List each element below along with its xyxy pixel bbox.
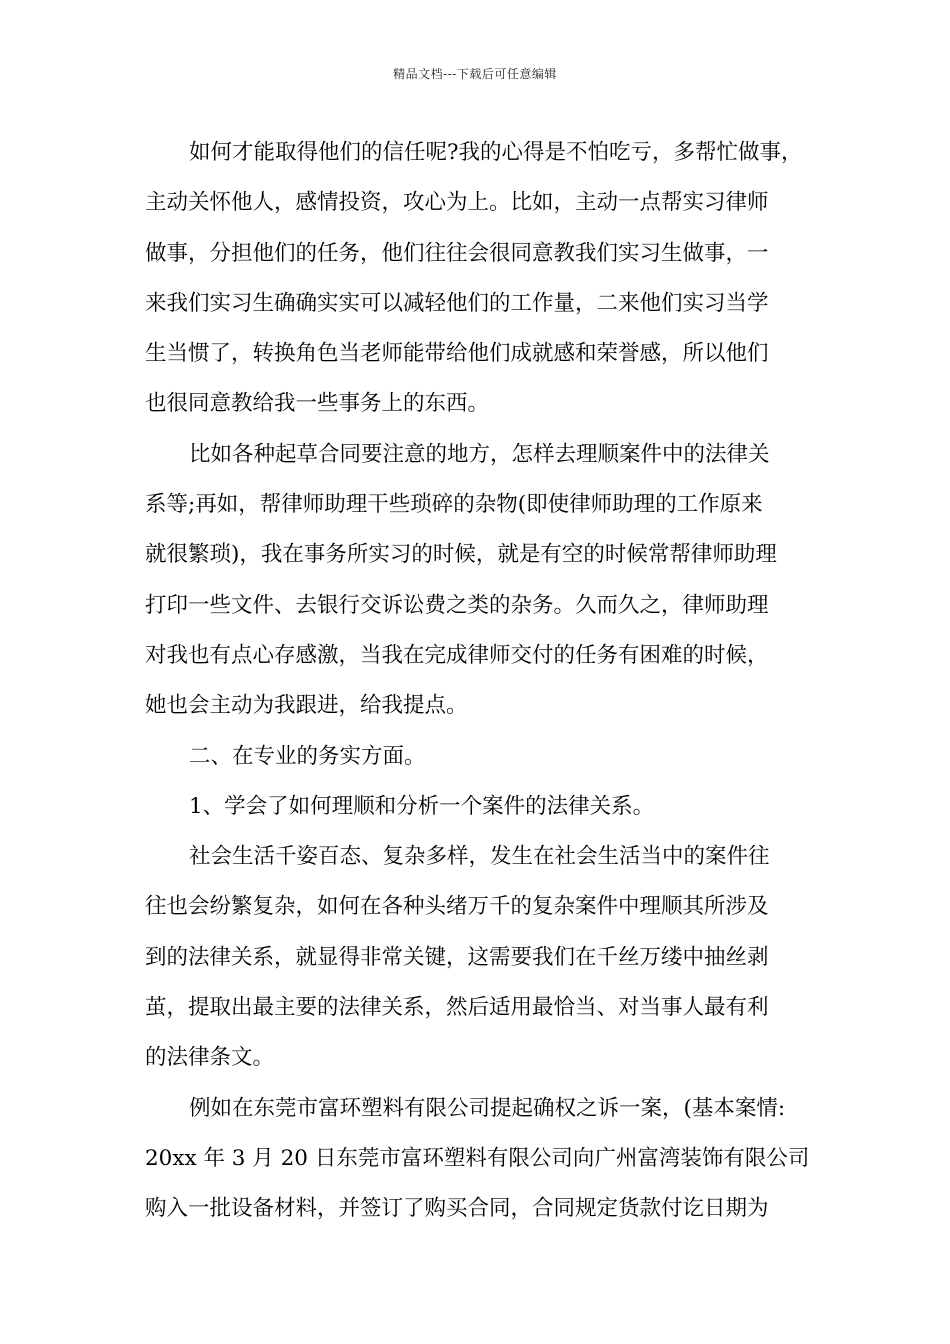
document-body bbox=[145, 128, 817, 1235]
text-line: 她也会主动为我跟进，给我提点。 bbox=[145, 693, 468, 719]
text-line: 例如在东莞市富环塑料有限公司提起确权之诉一案，(基本案情: bbox=[189, 1095, 786, 1121]
text-line: 比如各种起草合同要注意的地方，怎样去理顺案件中的法律关 bbox=[189, 441, 770, 467]
text-line: 来我们实习生确确实实可以减轻他们的工作量，二来他们实习当学 bbox=[145, 290, 769, 316]
text-line: 做事，分担他们的任务，他们往往会很同意教我们实习生做事，一 bbox=[145, 240, 769, 266]
text-line: 就很繁琐)，我在事务所实习的时候，就是有空的时候常帮律师助理 bbox=[145, 542, 777, 568]
text-line: 也很同意教给我一些事务上的东西。 bbox=[145, 391, 490, 417]
text-line: 生当惯了，转换角色当老师能带给他们成就感和荣誉感，所以他们 bbox=[145, 341, 769, 367]
text-line: 打印一些文件、去银行交诉讼费之类的杂务。久而久之，律师助理 bbox=[145, 592, 769, 618]
page-header: 精品文档---下载后可任意编辑 bbox=[393, 67, 557, 81]
text-line: 到的法律关系，就显得非常关键，这需要我们在千丝万缕中抽丝剥 bbox=[145, 944, 769, 970]
text-line: 对我也有点心存感激，当我在完成律师交付的任务有困难的时候， bbox=[145, 642, 769, 668]
text-line: 社会生活千姿百态、复杂多样，发生在社会生活当中的案件往 bbox=[189, 844, 770, 870]
section-heading: 二、在专业的务实方面。 bbox=[189, 743, 426, 769]
text-line: 茧，提取出最主要的法律关系，然后适用最恰当、对当事人最有利 bbox=[145, 995, 769, 1021]
text-line: 的法律条文。 bbox=[145, 1045, 275, 1071]
text-line: 主动关怀他人，感情投资，攻心为上。比如，主动一点帮实习律师 bbox=[145, 190, 769, 216]
text-line: 系等;再如，帮律师助理干些琐碎的杂物(即使律师助理的工作原来 bbox=[145, 492, 763, 518]
text-line: 如何才能取得他们的信任呢?我的心得是不怕吃亏，多帮忙做事， bbox=[189, 140, 803, 165]
text-line: 往也会纷繁复杂，如何在各种头绪万千的复杂案件中理顺其所涉及 bbox=[145, 894, 769, 920]
text-line: 20xx 年 3 月 20 日东莞市富环塑料有限公司向广州富湾装饰有限公司 bbox=[145, 1145, 810, 1171]
subsection-heading: 1、学会了如何理顺和分析一个案件的法律关系。 bbox=[189, 793, 655, 819]
text-line: 购入一批设备材料，并签订了购买合同，合同规定货款付讫日期为 bbox=[145, 1196, 769, 1222]
